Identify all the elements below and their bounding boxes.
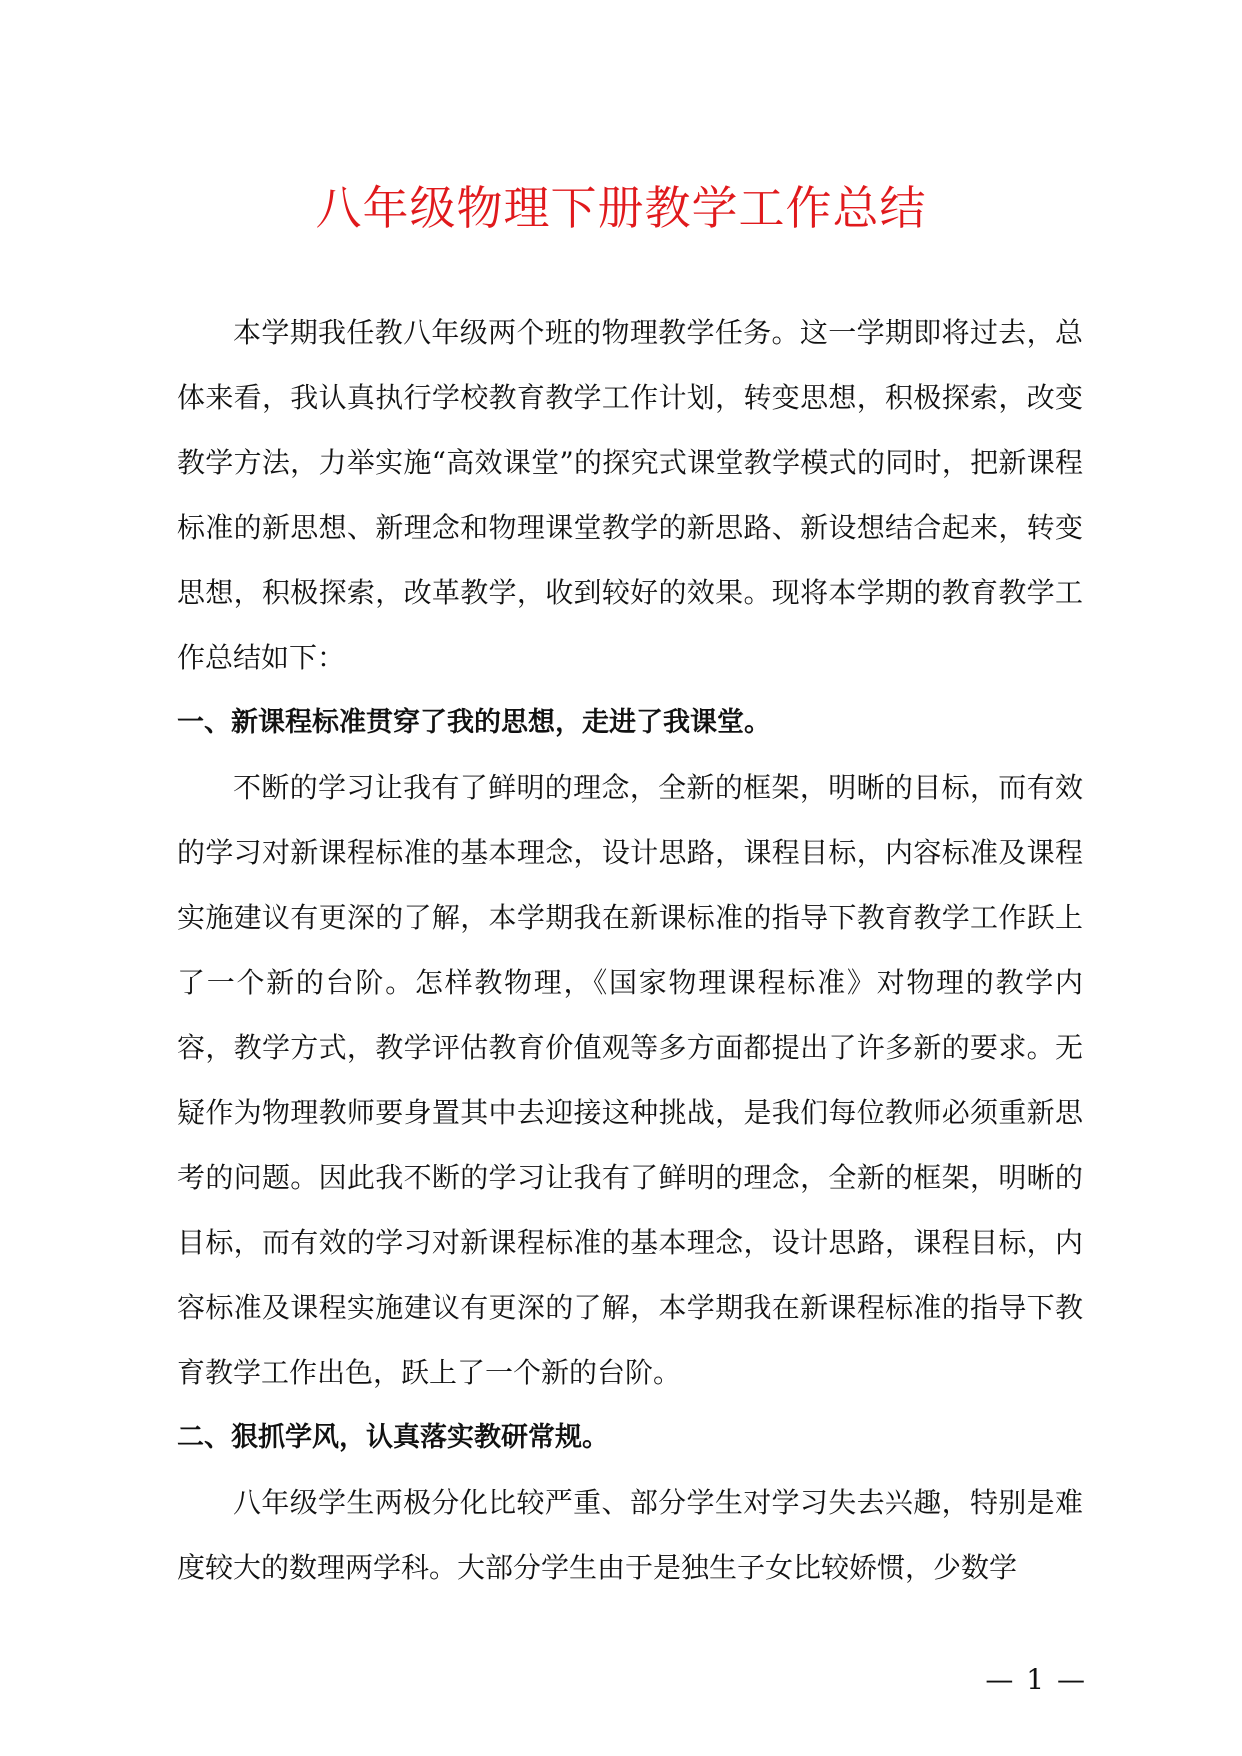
page-number: — 1 — <box>985 1663 1087 1696</box>
section-heading-2: 二、狠抓学风，认真落实教研常规。 <box>177 1422 609 1453</box>
document-title: 八年级物理下册教学工作总结 <box>315 181 927 235</box>
section-paragraph-1: 不断的学习让我有了鲜明的理念，全新的框架，明晰的目标，而有效的学习对新课程标准的基本理念，设计思路，课程目标，内容标准及课程实施建议有更深的了解，本学期我在新课标准的指导下教育教学工作跃上了一个新的台阶。怎样教物理，《国家物理课程标准》对物理的教学内容，教学方式，教学评估教育价值观等多方面都提出了许多新的要求。无疑作为物理教师要身置其中去迎接这种挑战，是我们每位教师必须重新思考的问题。因此我不断的学习让我有了鲜明的理念，全新的框架，明晰的目标，而有效的学习对新课程标准的基本理念，设计思路，课程目标，内容标准及课程实施建议有更深的了解，本学期我在新课程标准的指导下教育教学工作出色，跃上了一个新的台阶。 <box>177 771 1083 1389</box>
intro-paragraph: 本学期我任教八年级两个班的物理教学任务。这一学期即将过去，总体来看，我认真执行学校教育教学工作计划，转变思想，积极探索，改变教学方法，力举实施“高效课堂”的探究式课堂教学模式的同时，把新课程标准的新思想、新理念和物理课堂教学的新思路、新设想结合起来，转变思想，积极探索，改革教学，收到较好的效果。现将本学期的教育教学工作总结如下： <box>177 316 1083 674</box>
section-paragraph-2: 八年级学生两极分化比较严重、部分学生对学习失去兴趣，特别是难度较大的数理两学科。大部分学生由于是独生子女比较娇惯，少数学 <box>177 1486 1083 1584</box>
document-body <box>177 300 1083 1600</box>
section-heading-1: 一、新课程标准贯穿了我的思想，走进了我课堂。 <box>177 707 771 738</box>
